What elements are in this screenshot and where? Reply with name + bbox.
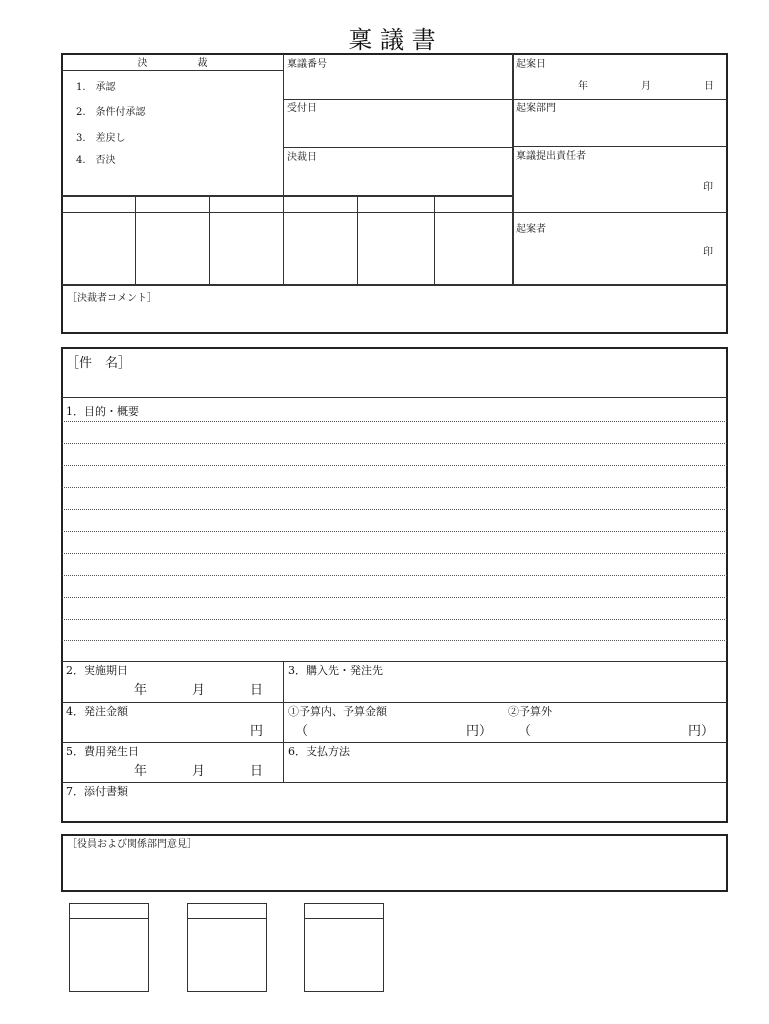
stamp-cell-1[interactable] [63,213,134,283]
draft-date-day: 日 [704,81,714,92]
opinions-label: ［役員および関係部門意見］ [67,839,197,850]
drafter-label: 起案者 [516,224,546,235]
subject-label: ［件 名］ [66,356,132,371]
received-date-label: 受付日 [287,103,317,114]
received-date-field[interactable] [285,116,511,146]
attachments-field[interactable] [63,800,726,821]
opinions-field[interactable] [63,854,726,890]
purpose-label: 1．目的・概要 [66,405,139,418]
comment-field[interactable] [63,306,726,332]
bottom-stamp-box-3[interactable] [304,903,384,992]
payment-label: 6．支払方法 [288,745,350,758]
draft-dept-label: 起案部門 [516,103,556,114]
stamp-cell-3[interactable] [211,213,282,283]
purpose-field[interactable] [63,420,726,660]
within-budget-label: ①予算内、予算金額 [288,705,387,718]
subject-field[interactable] [150,352,724,394]
expense-month: 月 [192,764,206,779]
decision-date-label: 決裁日 [287,152,317,163]
outside-budget-label: ②予算外 [508,705,552,718]
draft-date-year: 年 [578,81,588,92]
within-budget-close: 円） [466,724,493,739]
ringi-number-field[interactable] [285,72,511,98]
approval-option-approve[interactable]: 1. 承認 [76,82,116,93]
responsible-seal: 印 [703,182,713,193]
expense-day: 日 [250,764,264,779]
decision-date-field[interactable] [285,165,511,194]
stamp-cell-6[interactable] [436,213,511,283]
approval-option-conditional[interactable]: 2. 条件付承認 [76,107,146,118]
payment-field[interactable] [286,760,726,781]
amount-yen: 円 [250,724,264,739]
expense-year: 年 [134,764,148,779]
responsible-label: 稟議提出責任者 [516,151,586,162]
vendor-field[interactable] [286,679,726,701]
draft-date-label: 起案日 [516,59,546,70]
period-year: 年 [134,683,148,698]
vendor-label: 3．購入先・発注先 [288,664,383,677]
approval-option-reject[interactable]: 4. 否決 [76,155,116,166]
approval-header: 決 裁 [137,58,208,69]
stamp-cell-5[interactable] [359,213,433,283]
within-budget-open: （ [295,724,309,739]
period-label: 2．実施期日 [66,664,128,677]
outside-budget-open: （ [518,724,532,739]
period-day: 日 [250,683,264,698]
amount-label: 4．発注金額 [66,705,128,718]
approval-option-return[interactable]: 3. 差戻し [76,133,126,144]
comment-label: ［決裁者コメント］ [67,293,157,304]
page-title: 稟 議 書 [348,26,436,54]
period-month: 月 [192,683,206,698]
stamp-cell-2[interactable] [137,213,208,283]
bottom-stamp-box-1[interactable] [69,903,149,992]
stamp-cell-4[interactable] [285,213,356,283]
expense-date-label: 5．費用発生日 [66,745,139,758]
ringi-number-label: 稟議番号 [287,59,327,70]
bottom-stamp-box-2[interactable] [187,903,267,992]
draft-dept-field[interactable] [514,116,726,145]
drafter-seal: 印 [703,247,713,258]
outside-budget-close: 円） [688,724,715,739]
draft-date-month: 月 [641,81,651,92]
attachments-label: 7．添付書類 [66,785,128,798]
